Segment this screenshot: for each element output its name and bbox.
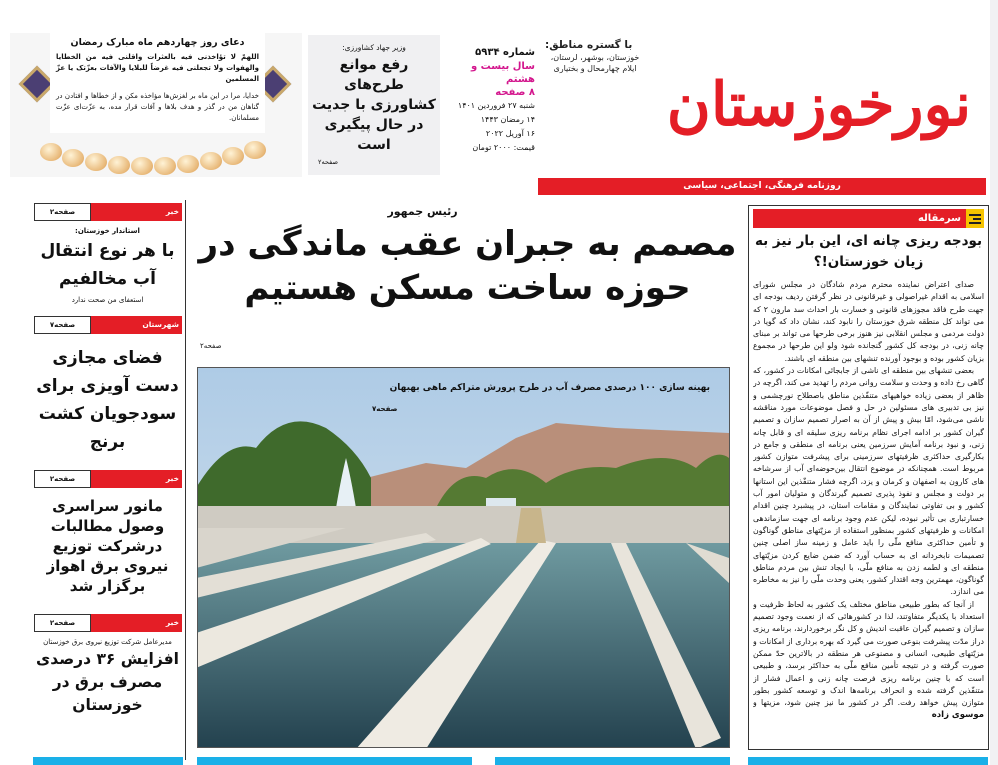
teaser-headline: رفع موانع طرح‌های کشاورزی با جدیت در حال پیگیری است — [312, 57, 436, 153]
editorial-paragraph: صدای اعتراض نماینده محترم مردم شادگان در مجلس شورای اسلامی به اقدام غیراصولی و غیرقانونی در نظر گرفتن ردیف بودجه ای جهت طرح فاقد مجوزهای قانونی و خسارت بار احداث سد مارون ۲ که می تواند کل منطقه شرق خوزستان را نابود کند، نشان داد که گویا در دولت مردمی و مجلس انقلابی نیز هنوز برخی طرحها می تواند بر مبنای چانه زنی، در بودجه کل کشور گنجانده شود ولو این طرحها در مجموع بزیان کشور بوده و بوجود آورنده تنشهای بین منطقه ای باشند. — [753, 280, 984, 363]
teaser-page: صفحه۲ — [318, 158, 338, 166]
section-label: خبر — [91, 614, 182, 632]
editorial-paragraph: بعضی تنشهای بین منطقه ای ناشی از جابجائی امکانات در کشور، که گاهی رخ داده و وحدت و سلامت روانی مردم را تهدید می کند، اگرچه در ظاهر از بعضی زیاده خواهیهای متنفّذین مناطق باصطلاح نورچشمی و نیز بی تدبیری های مسئولین در حل و فصل موضوعات مورد مناقشه ناشی می‌شود، امّا بیش و پیش از آن به اصرار تصمیم سازان و تصمیم گیران کشور بر ادامه اجرای نظام برنامه ریزی سلیقه ای و قابل چانه زنی، و نبود برنامه آمایش سرزمین یعنی برنامه ای منطقی و جامع در بکارگیری حداکثری ظرفیتهای سرزمینی برای پیشرفت متوازن کشور مربوط است. همچنانکه در موضوع انتقال بین‌حوضه‌ای آب از سرشاخه های کارون به اصفهان و کرمان و یزد، اگرچه فشار متنفّذین این استانها بر دولت و مجلس و نفوذ پذیری تصمیم گیرندگان و متولیان امور آب کشور و بی تفاوتی نمایندگان و مقامات استان، در پیشبرد چنین اقدام خسارتباری بی تأثیر نبوده، لیکن عدم وجود برنامه ای جهت سازماندهی امکانات و ظرفیتهای کشور بمنظور استفاده از مزیّتهای مناطق گوناگون و تأمین حداکثری منافع ملّی را باید عامل و زمینه ساز اصلی چنین تصمیمات نابخردانه ای به حساب آورد که ضمن ضایع کردن مزیّتهای منطقه ای و لطمه زدن به منافع ملّی، با ایجاد تنش بین مردم مناطق گوناگون، مهمترین وجه اقتدار کشور، یعنی وحدت ملّی را نیز به مخاطره می اندازد. — [753, 366, 984, 597]
page-ref: صفحه۲ — [34, 614, 91, 632]
prayer-bead-icon — [200, 152, 222, 170]
editorial-paragraph: از آنجا که بطور طبیعی مناطق مختلف یک کشور به لحاظ ظرفیت و استعداد با یکدیگر متفاوتند، لذا در کشورهائی که از نعمت وجود تصمیم سازان و تصمیم گیران عاقبت اندیش و کل نگر برخوردارند، برنامه ریزی دراز مدّت پیشرفت بنوعی صورت می گیرد که بهره برداری از امکانات و مزیّتهای طبیعی، انسانی و مصنوعی هر منطقه در بالاترین حدّ ممکن صورت گرفته و در نتیجه تأمین منافع ملّی به حداکثر برسد، و طبیعی است که با چنین برنامه ریزی فرصت چانه زنی و اعمال فشار از متنفّذین گرفته شده و انحراف برنامه‌ها اندک و توسعه کشور بطور متوازن پیش خواهد رفت. اگر در کشور ما نیز چنین شود، مزیتها و — [753, 599, 984, 708]
news-headline: فضای مجازی دست آویزی برای سودجویان کشت برنج — [36, 348, 179, 452]
bottom-banner — [197, 757, 472, 765]
regions-title: با گستره مناطق: — [545, 39, 633, 51]
left-news-column — [30, 200, 186, 760]
section-label: خبر — [91, 470, 182, 488]
price: قیمت: ۲۰۰۰ تومان — [472, 143, 535, 152]
bottom-banner — [33, 757, 183, 765]
fish-farm-photo — [197, 367, 730, 748]
issue-year: سال بیست و هشتم — [470, 61, 535, 85]
prayer-bead-icon — [131, 157, 153, 175]
page-margin — [990, 0, 998, 765]
prayer-bead-icon — [222, 147, 244, 165]
editorial-author: موسوی زاده — [931, 710, 984, 720]
prayer-bead-icon — [177, 155, 199, 173]
news-item[interactable] — [30, 614, 185, 717]
issue-pages: ۸ صفحه — [495, 87, 535, 98]
prayer-box — [10, 33, 302, 177]
page-ref: صفحه۲ — [34, 470, 91, 488]
news-item[interactable] — [30, 316, 185, 456]
news-headline: مانور سراسری وصول مطالبات درشرکت توزیع نیروی برق اهواز برگزار شد — [46, 497, 169, 595]
teaser-kicker: وزیر جهاد کشاورزی: — [342, 43, 406, 52]
main-kicker: رئیس جمهور — [387, 205, 458, 218]
newspaper-logo: نورخوزستان — [666, 70, 972, 140]
editorial-body — [753, 279, 984, 709]
prayer-card — [50, 33, 265, 133]
editorial-header — [753, 209, 984, 228]
news-headline: با هر نوع انتقال آب مخالفیم — [40, 241, 175, 289]
photo-caption: بهینه سازی ۱۰۰ درصدی مصرف آب در طرح پرورش متراکم ماهی بهبهان — [389, 383, 710, 393]
section-label: خبر — [91, 203, 182, 221]
prayer-bead-icon — [244, 141, 266, 159]
editorial-label: سرمقاله — [753, 209, 966, 228]
regions-list: خوزستان، بوشهر، لرستان، ایلام چهارمحال و بختیاری — [550, 53, 640, 73]
page-ref: صفحه۷ — [34, 316, 91, 334]
main-headline[interactable]: مصمم به جبران عقب ماندگی در حوزه ساخت مسکن هستیم — [198, 224, 737, 308]
bottom-banner — [495, 757, 730, 765]
date-gregorian: ۱۶ آوریل ۲۰۲۲ — [485, 129, 535, 138]
news-item[interactable] — [30, 470, 185, 596]
prayer-bead-icon — [62, 149, 84, 167]
editorial-lines-icon — [966, 209, 984, 228]
page-ref: صفحه۲ — [34, 203, 91, 221]
tagline-bar: روزنامه فرهنگی، اجتماعی، سیاسی — [538, 178, 986, 195]
issue-info — [440, 46, 535, 155]
prayer-bead-icon — [40, 143, 62, 161]
news-kicker: مدیرعامل شرکت توزیع نیروی برق خوزستان — [43, 638, 172, 646]
prayer-title: دعای روز چهاردهم ماه مبارک رمضان — [70, 37, 245, 48]
prayer-arabic: اللهمّ لا تؤاخذنی فیه بالعثرات واقلنی فیه من الخطایا والهفوات ولا تجعلنی فیه غرضاً للبلایا والآفات بعزّتک یا عزّ المسلمین — [56, 53, 259, 83]
news-subhead: استعفای من صحت ندارد — [71, 296, 144, 304]
prayer-persian: خدایا، مرا در این ماه بر لغزش‌ها مؤاخذه مکن و از خطاها و افتادن در گناهان من در گذر و هدف بلاها و آفات قرار مده، به عزّت‌ای عزّت مسلمانان. — [56, 92, 259, 122]
section-label: شهرستان — [91, 316, 182, 334]
news-item[interactable] — [30, 203, 185, 304]
main-page-ref: صفحه۲ — [200, 342, 222, 350]
news-headline: افزایش ۳۶ درصدی مصرف برق در خوزستان — [36, 650, 179, 714]
editorial-title[interactable]: بودجه ریزی چانه ای، این بار نیز به زیان خوزستان!؟ — [754, 233, 983, 270]
prayer-bead-icon — [85, 153, 107, 171]
issue-number: شماره ۵۹۳۴ — [475, 47, 535, 58]
news-kicker: استاندار خوزستان: — [75, 227, 140, 235]
bottom-banner — [748, 757, 988, 765]
photo-page-ref: صفحه۷ — [372, 405, 398, 413]
date-lunar: ۱۴ رمضان ۱۴۴۳ — [480, 115, 535, 124]
coverage-regions — [545, 38, 645, 74]
minister-teaser[interactable] — [308, 35, 440, 175]
prayer-bead-icon — [154, 157, 176, 175]
prayer-bead-icon — [108, 156, 130, 174]
date-solar: شنبه ۲۷ فروردین ۱۴۰۱ — [457, 101, 535, 110]
editorial-box — [748, 205, 989, 750]
